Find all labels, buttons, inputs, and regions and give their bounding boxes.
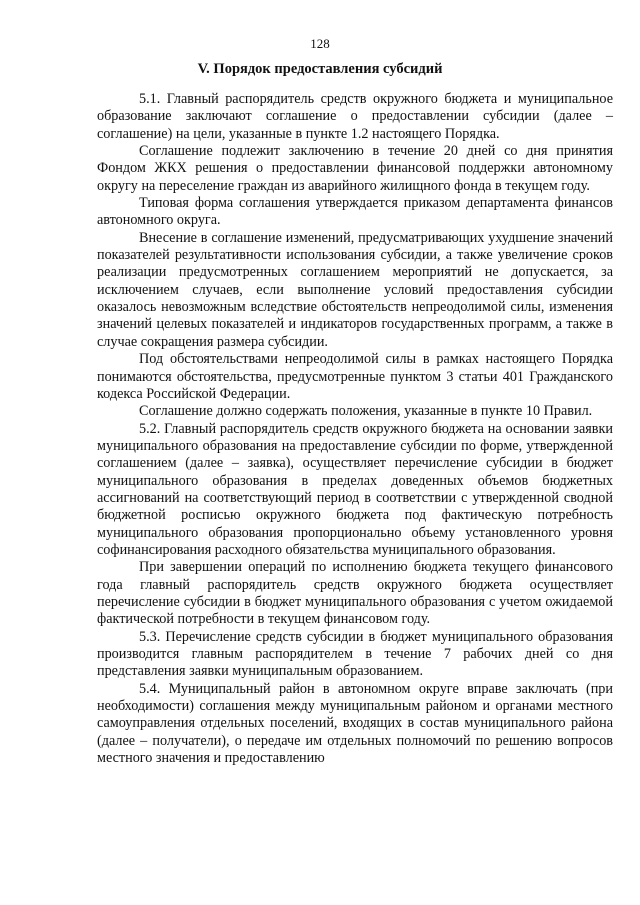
paragraph-force-majeure: Под обстоятельствами непреодолимой силы в рамках настоящего Порядка понимаются обстоятельства, предусмотренные пунктом 3 статьи 401 Гражданского кодекса Российской Федерации. (97, 351, 613, 402)
document-body (97, 91, 613, 767)
paragraph-agreement-content: Соглашение должно содержать положения, указанные в пункте 10 Правил. (139, 403, 593, 420)
paragraph-standard-form: Типовая форма соглашения утверждается приказом департамента финансов автономного округа. (97, 195, 613, 229)
section-title: V. Порядок предоставления субсидий (197, 61, 443, 77)
paragraph-5-2: 5.2. Главный распорядитель средств окружного бюджета на основании заявки муниципального образования на предоставление субсидии по форме, утвержденной соглашением (далее – заявка), осуществляет перечисление субсидии в бюджет муниципального образования в пределах доведенных объемов бюджетных ассигнований на соответствующий период в соответствии с утвержденной сводной бюджетной росписью окружного бюджета под фактическую потребность муниципального образования пропорционально объему установленного уровня софинансирования расходного обязательства муниципального образования. (97, 420, 613, 558)
paragraph-5-1: 5.1. Главный распорядитель средств окружного бюджета и муниципальное образование заключают соглашение о предоставлении субсидии (далее – соглашение) на цели, указанные в пункте 1.2 настоящего Порядка. (97, 91, 613, 142)
paragraph-agreement-deadline: Соглашение подлежит заключению в течение 20 дней со дня принятия Фондом ЖКХ решения о предоставлении финансовой поддержки автономному округу на переселение граждан из аварийного жилищного фонда в текущем году. (97, 143, 613, 194)
paragraph-5-4: 5.4. Муниципальный район в автономном округе вправе заключать (при необходимости) соглашения между муниципальным районом и органами местного самоуправления отдельных поселений, входящих в состав муниципального района (далее – получатели), о передаче им отдельных полномочий по решению вопросов местного значения и предоставлению (97, 680, 613, 767)
paragraph-amendments: Внесение в соглашение изменений, предусматривающих ухудшение значений показателей результативности использования субсидии, а также увеличение сроков реализации предусмотренных соглашением мероприятий не допускается, за исключением случаев, если выполнение условий предоставления субсидии оказалось невозможным вследствие обстоятельств непреодолимой силы, изменения значений целевых показателей и индикаторов государственных программ, а также в случае сокращения размера субсидии. (97, 229, 613, 350)
paragraph-5-3: 5.3. Перечисление средств субсидии в бюджет муниципального образования производится главным распорядителем в течение 7 рабочих дней со дня представления заявки муниципальным образованием. (97, 628, 613, 680)
paragraph-year-end: При завершении операций по исполнению бюджета текущего финансового года главный распорядитель средств окружного бюджета осуществляет перечисление субсидии в бюджет муниципального образования с учетом ожидаемой фактической потребности в текущем финансовом году. (97, 559, 613, 628)
page-number: 128 (310, 36, 330, 51)
